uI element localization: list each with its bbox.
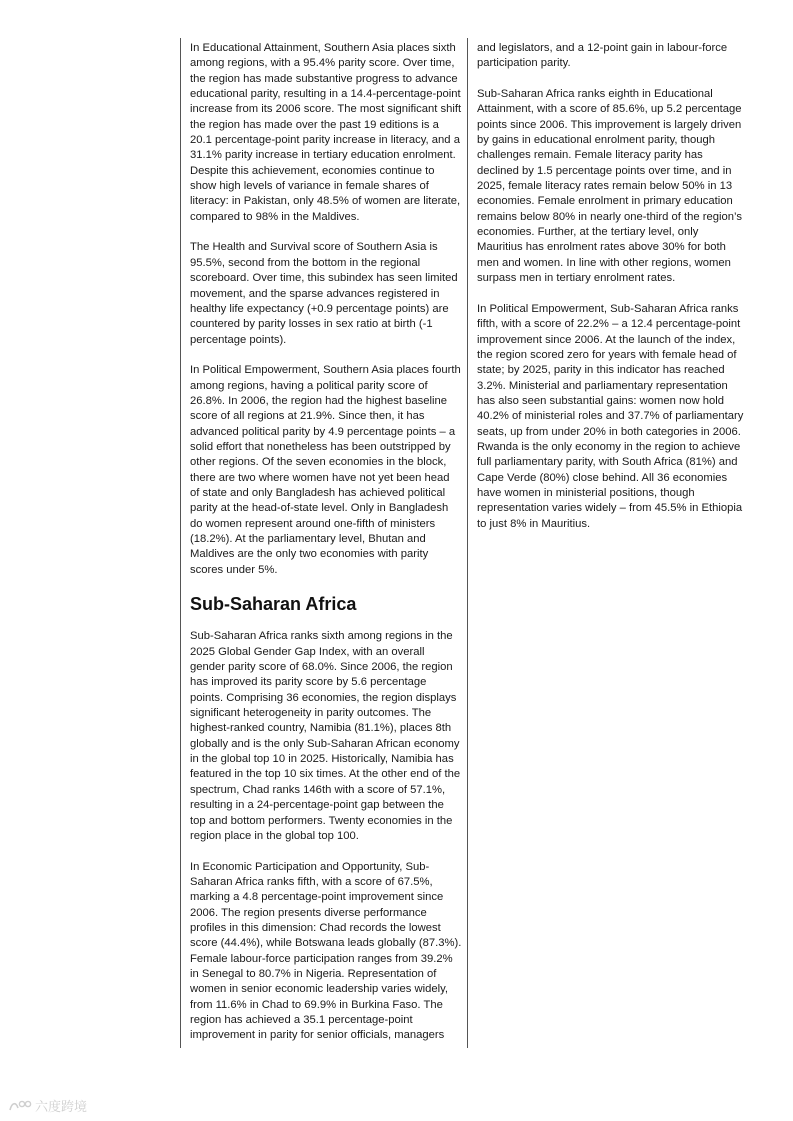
left-text-column [190,41,462,1059]
paragraph-political-empowerment-southern-asia: In Political Empowerment, Southern Asia places fourth among regions, having a political parity score of 26.8%. In 2006, the region had the highest baseline score of all regions at 21.9%. Since then, it has advanced political parity by 4.9 percentage points – a solid effort that nonetheless has been outstripped by other regions. Of the seven economies in the block, there are two where women have not yet been head of state and only Bangladesh has achieved political parity at the head-of-state level. Only in Bangladesh do women represent around one-fifth of ministers (18.2%). At the parliamentary level, Bhutan and Maldives are the only two economies with parity scores under 5%. [190,364,461,576]
watermark-text: 六度跨境 [35,1099,88,1114]
watermark [8,1096,87,1115]
paragraph-sub-saharan-overview: Sub-Saharan Africa ranks sixth among regions in the 2025 Global Gender Gap Index, with an overall gender parity score of 68.0%. Since 2006, the region has improved its parity score by 5.6 percentage points. Comprising 36 economies, the region displays significant heterogeneity in parity outcomes. The highest-ranked country, Namibia (81.1%), places 8th globally and is the only Sub-Saharan African economy in the global top 10 in 2025. Historically, Namibia has featured in the top 10 six times. At the other end of the spectrum, Chad ranks 146th with a score of 57.1%, resulting in a 24-percentage-point gap between the top and bottom performers. Twenty economies in the region place in the global top 100. [190,630,461,842]
section-heading-sub-saharan-africa: Sub-Saharan Africa [190,594,357,615]
column-divider-rule [467,38,468,1048]
right-text-column [477,41,745,547]
paragraph-educational-attainment-sub-saharan: Sub-Saharan Africa ranks eighth in Educational Attainment, with a score of 85.6%, up 5.2 percentage points since 2006. This improvement is largely driven by gains in educational enrolment parity, though challenges remain. Female literacy parity has declined by 1.5 percentage points over time, and in 2025, female literacy rates remain below 50% in 13 economies. Female enrolment in primary education remains below 80% in nearly one-third of the region’s economies. Further, at the tertiary level, only Mauritius has enrolment rates above 30% for both men and women. In line with other regions, women surpass men in tertiary enrolment rates. [477,88,742,285]
paragraph-political-empowerment-sub-saharan: In Political Empowerment, Sub-Saharan Africa ranks fifth, with a score of 22.2% – a 12.4 percentage-point improvement since 2006. At the launch of the index, the region scored zero for years with female head of state; by 2025, parity in this indicator has reached 3.2%. Ministerial and parliamentary representation has also seen substantial gains: women now hold 40.2% of ministerial roles and 37.7% of parliamentary seats, up from under 20% in both categories in 2006. Rwanda is the only economy in the region to achieve full parliamentary parity, with South Africa (81%) and Cape Verde (80%) close behind. All 36 economies have women in ministerial positions, though representation varies widely – from 45.5% in Ethiopia to just 8% in Mauritius. [477,302,744,530]
paragraph-educational-attainment-southern-asia: In Educational Attainment, Southern Asia places sixth among regions, with a 95.4% parity score. Over time, the region has made substantive progress to advance educational parity, resulting in a 14.4-percentage-point increase from its 2006 score. The most significant shift the region has made over the past 19 editions is a 20.1 percentage-point parity increase in literacy, and a 31.1% parity increase in tertiary education enrolment. Despite this achievement, economies continue to show high levels of variance in female shares of literacy: in Pakistan, only 48.5% of women are literate, compared to 98% in the Maldives. [190,42,462,223]
paragraph-health-survival-southern-asia: The Health and Survival score of Southern Asia is 95.5%, second from the bottom in the regional scoreboard. Over time, this subindex has seen limited movement, and the sparse advances registered in healthy life expectancy (+0.9 percentage points) are countered by parity losses in sex ratio at birth (-1 percentage points). [190,241,458,346]
paragraph-economic-participation-sub-saharan: In Economic Participation and Opportunity, Sub-Saharan Africa ranks fifth, with a score of 67.5%, marking a 4.8 percentage-point improvement since 2006. The region presents diverse performance profiles in this dimension: Chad records the lowest score (44.4%), while Botswana leads globally (87.3%). Female labour-force participation ranges from 39.2% in Senegal to 80.7% in Nigeria. Representation of women in senior economic leadership varies widely, from 11.6% in Chad to 69.9% in Burkina Faso. The region has achieved a 35.1 percentage-point improvement in parity for senior officials, managers [190,860,462,1042]
watermark-logo-icon [8,1098,32,1114]
left-column-rule [180,38,181,1048]
paragraph-continuation-labour-force: and legislators, and a 12-point gain in labour-force participation parity. [477,42,728,70]
